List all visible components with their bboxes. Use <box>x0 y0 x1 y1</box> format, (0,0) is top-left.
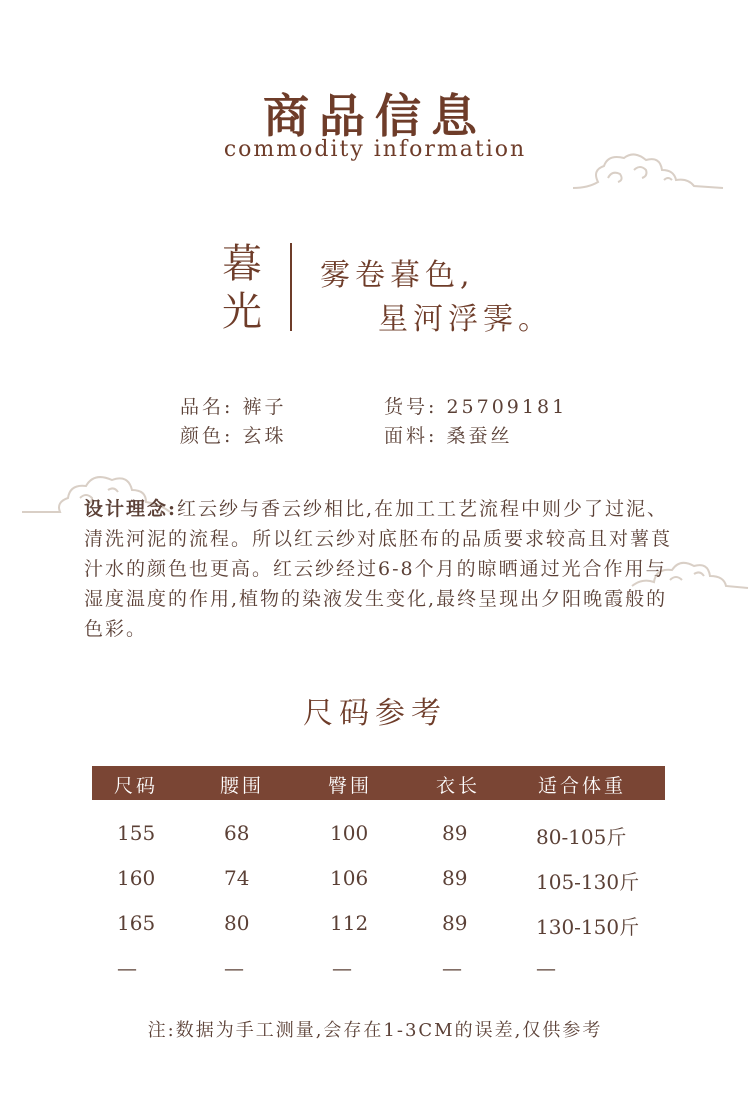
table-cell: 89 <box>442 911 468 935</box>
info-fabric <box>384 421 512 448</box>
table-cell: 100 <box>330 821 369 845</box>
table-cell: 155 <box>117 821 156 845</box>
size-table-header <box>92 766 665 800</box>
table-cell: 89 <box>442 821 468 845</box>
info-color-value: 玄珠 <box>242 425 287 447</box>
info-color <box>180 421 286 448</box>
poem-line-1: 雾卷暮色, <box>320 258 475 293</box>
design-label: 设计理念: <box>84 498 178 520</box>
table-cell: — <box>224 956 244 980</box>
table-cell: — <box>117 956 137 980</box>
table-cell: 89 <box>442 866 468 890</box>
poem-divider <box>290 243 292 331</box>
th-weight: 适合体重 <box>538 775 627 797</box>
info-sku <box>384 392 567 419</box>
info-color-label: 颜色: <box>180 425 234 447</box>
poem-name-char-2: 光 <box>222 289 262 335</box>
table-cell: 112 <box>330 911 369 935</box>
th-length: 衣长 <box>436 775 481 797</box>
design-text: 红云纱与香云纱相比,在加工工艺流程中则少了过泥、清洗河泥的流程。所以红云纱对底胚布的品质要求较高且对薯莨汁水的颜色也更高。红云纱经过6-8个月的晾晒通过光合作用与湿度温度的作用,植物的染液发生变化,最终呈现出夕阳晚霞般的色彩。 <box>84 498 673 640</box>
table-cell: 160 <box>117 866 156 890</box>
th-hip: 臀围 <box>328 775 373 797</box>
table-cell: 68 <box>224 821 250 845</box>
table-cell: 130-150斤 <box>536 915 640 939</box>
info-name-label: 品名: <box>180 396 234 418</box>
th-waist: 腰围 <box>220 775 265 797</box>
info-sku-label: 货号: <box>384 396 438 418</box>
info-fabric-label: 面料: <box>384 425 438 447</box>
table-cell: 74 <box>224 866 250 890</box>
table-cell: 105-130斤 <box>536 870 640 894</box>
info-name <box>180 392 286 419</box>
poem-line-2: 星河浮霁。 <box>378 302 553 337</box>
table-cell: 80 <box>224 911 250 935</box>
info-fabric-value: 桑蚕丝 <box>446 425 513 447</box>
poem-name-char-1: 暮 <box>222 241 262 287</box>
size-table-title: 尺码参考 <box>303 696 447 731</box>
cloud-ornament-icon <box>568 148 728 196</box>
th-size: 尺码 <box>114 775 159 797</box>
info-sku-value: 25709181 <box>446 396 568 418</box>
table-cell: — <box>332 956 352 980</box>
info-name-value: 裤子 <box>242 396 287 418</box>
page-title: 商品信息 <box>263 89 487 143</box>
table-cell: — <box>536 956 556 980</box>
design-description <box>84 494 674 644</box>
table-cell: — <box>442 956 462 980</box>
page-subtitle: commodity information <box>223 137 527 162</box>
poem-name <box>222 240 274 336</box>
table-cell: 106 <box>330 866 369 890</box>
table-cell: 165 <box>117 911 156 935</box>
measurement-note: 注:数据为手工测量,会存在1-3CM的误差,仅供参考 <box>147 1020 603 1041</box>
table-cell: 80-105斤 <box>536 825 627 849</box>
